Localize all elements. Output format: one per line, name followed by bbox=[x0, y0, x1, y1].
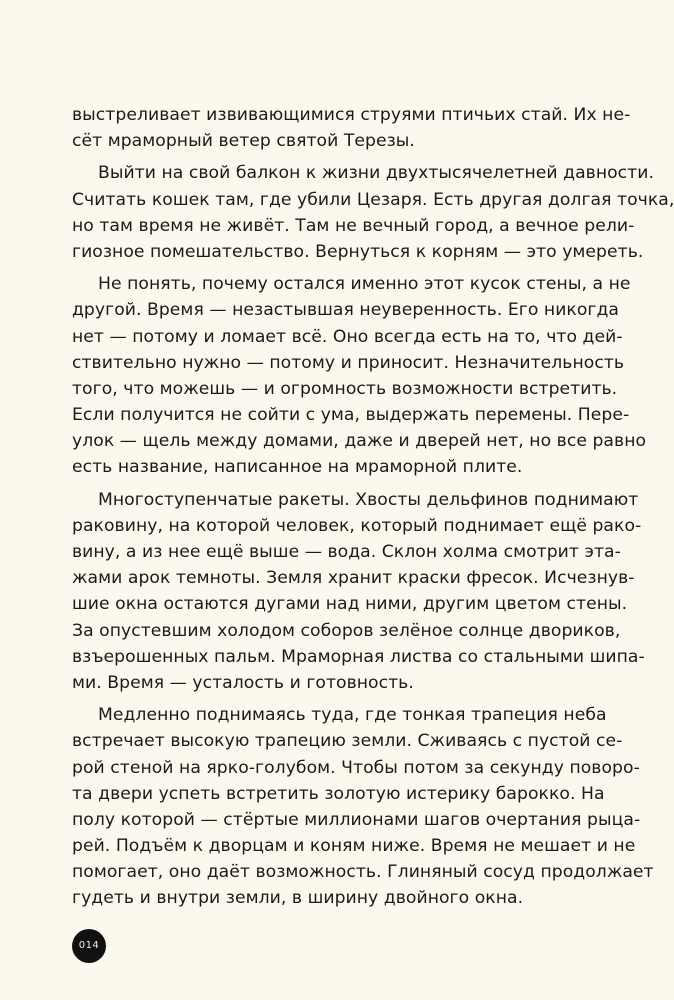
text-line: ствительно нужно — потому и приносит. Незначительность bbox=[72, 352, 625, 373]
text-line: улок — щель между домами, даже и дверей нет, но все равно bbox=[72, 431, 647, 452]
text-line: но там время не живёт. Там не вечный город, а вечное рели- bbox=[72, 215, 635, 236]
text-line: Считать кошек там, где убили Цезаря. Есть другая долгая точка, bbox=[72, 189, 674, 210]
page-number-badge: 014 bbox=[72, 929, 106, 963]
text-line: встречает высокую трапецию земли. Сживаясь с пустой се- bbox=[72, 731, 623, 752]
text-line: сёт мраморный ветер святой Терезы. bbox=[72, 131, 415, 152]
text-line: взъерошенных пальм. Мраморная листва со стальными шипа- bbox=[72, 646, 645, 667]
text-line: За опустевшим холодом соборов зелёное солнце двориков, bbox=[72, 620, 621, 641]
text-line: того, что можешь — и огромность возможности встретить. bbox=[72, 378, 618, 399]
text-line: Если получится не сойти с ума, выдержать перемены. Пере- bbox=[72, 405, 630, 426]
text-line: Многоступенчатые ракеты. Хвосты дельфинов поднимают bbox=[98, 489, 639, 510]
text-line: жами арок темноты. Земля хранит краски фресок. Исчезнув- bbox=[72, 568, 635, 589]
text-line: Не понять, почему остался именно этот кусок стены, а не bbox=[98, 274, 631, 295]
text-line: гиозное помешательство. Вернуться к корням — это умереть. bbox=[72, 241, 644, 262]
paragraph-3 bbox=[72, 271, 647, 481]
text-line: та двери успеть встретить золотую истерику барокко. На bbox=[72, 783, 605, 804]
text-line: выстреливает извивающимися струями птичьих стай. Их не- bbox=[72, 105, 631, 125]
body-text bbox=[72, 102, 674, 912]
text-line: шие окна остаются дугами над ними, другим цветом стены. bbox=[72, 594, 628, 615]
text-line: рей. Подъём к дворцам и коням ниже. Время не мешает и не bbox=[72, 836, 636, 857]
text-line: полу которой — стёртые миллионами шагов очертания рыца- bbox=[72, 809, 641, 830]
text-line: вину, а из нее ещё выше — вода. Склон холма смотрит эта- bbox=[72, 542, 621, 562]
text-line: Медленно поднимаясь туда, где тонкая трапеция неба bbox=[98, 705, 607, 726]
paragraph-4 bbox=[72, 487, 645, 697]
text-line: гудеть и внутри земли, в ширину двойного окна. bbox=[72, 888, 524, 909]
paragraph-1 bbox=[72, 102, 631, 154]
paragraph-5 bbox=[72, 702, 654, 912]
text-line: Выйти на свой балкон к жизни двухтысячелетней давности. bbox=[98, 163, 654, 184]
text-line: есть название, написанное на мраморной плите. bbox=[72, 457, 523, 478]
text-line: рой стеной на ярко-голубом. Чтобы потом за секунду поворо- bbox=[72, 757, 640, 778]
text-line: раковину, на которой человек, который поднимает ещё рако- bbox=[72, 515, 642, 536]
paragraph-2 bbox=[72, 160, 674, 265]
text-line: другой. Время — незастывшая неуверенность. Его никогда bbox=[72, 300, 620, 321]
text-line: нет — потому и ломает всё. Оно всегда есть на то, что дей- bbox=[72, 326, 623, 347]
text-line: помогает, оно даёт возможность. Глиняный сосуд продолжает bbox=[72, 862, 654, 883]
text-line: ми. Время — усталость и готовность. bbox=[72, 672, 414, 693]
